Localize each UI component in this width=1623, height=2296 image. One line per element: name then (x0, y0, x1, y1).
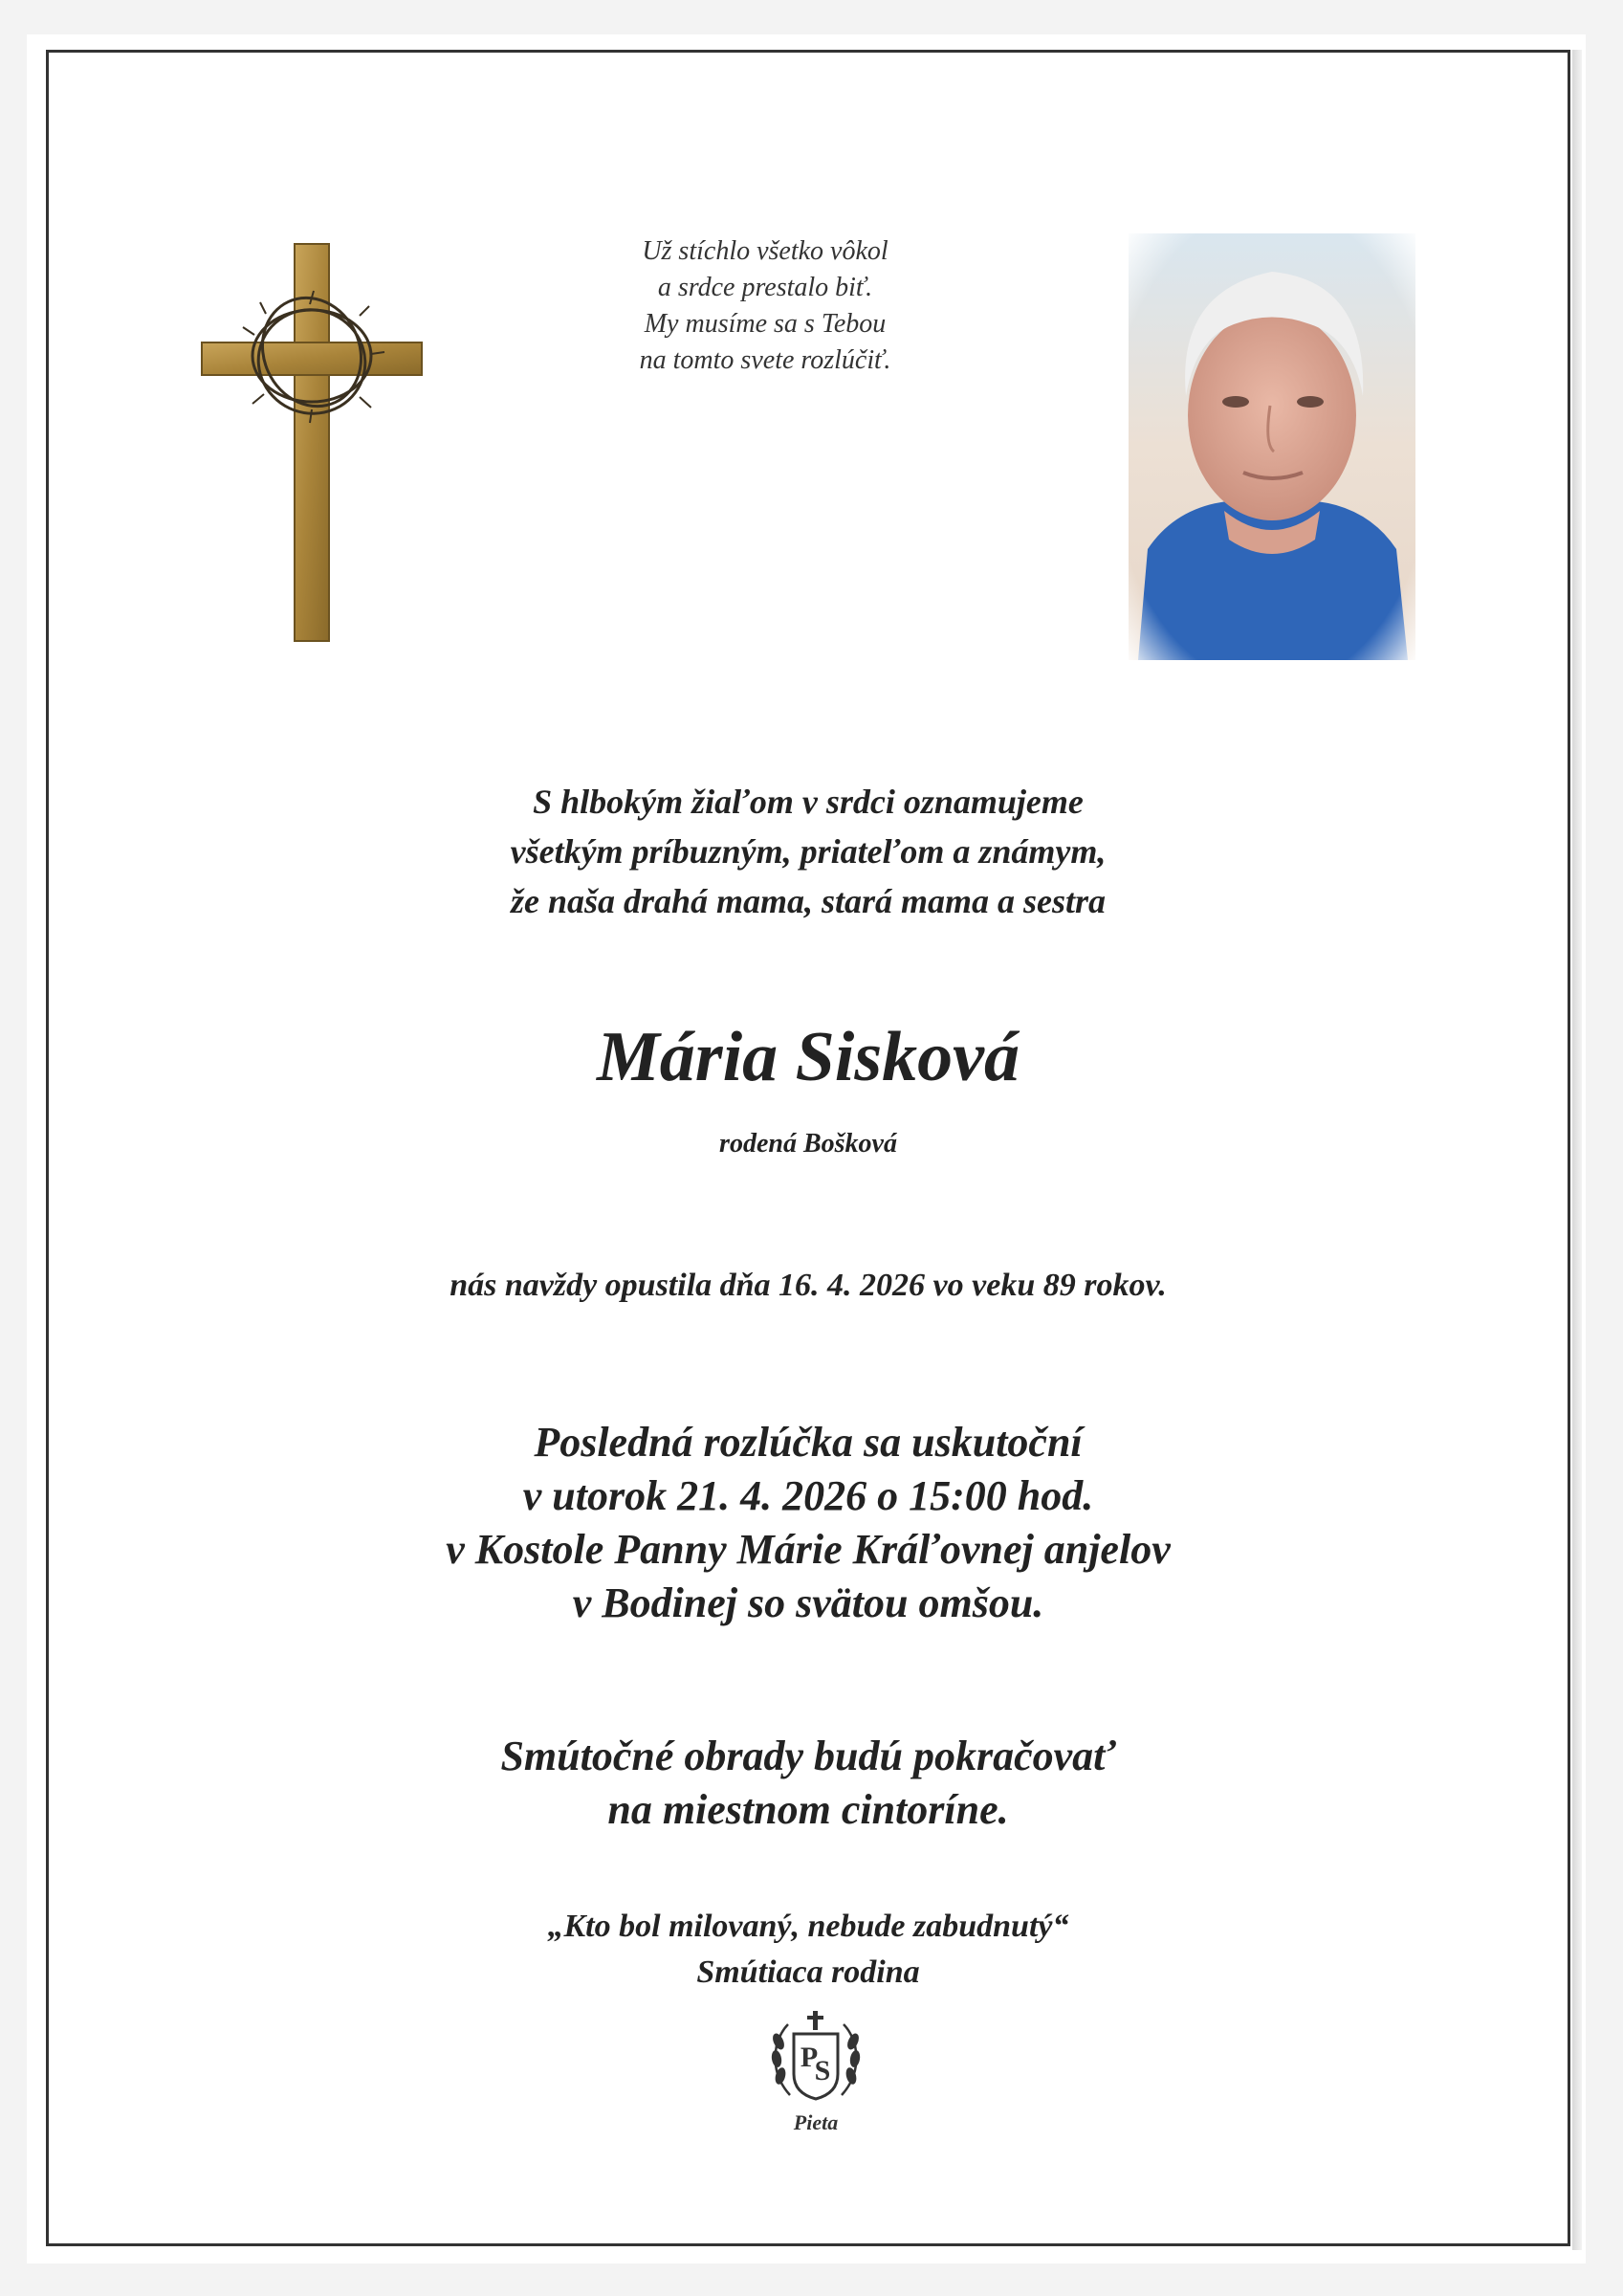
pieta-ps-emblem-icon (763, 2007, 868, 2112)
announcement-text (239, 777, 1377, 926)
cross-with-thorns-icon (197, 239, 427, 646)
page-edge-shadow (1572, 50, 1582, 2250)
poem-line: na tomto svete rozlúčiť. (639, 345, 891, 375)
poem (555, 233, 976, 379)
funeral-info (239, 1416, 1377, 1630)
funeral-line: Posledná rozlúčka sa uskutoční (534, 1419, 1083, 1466)
announcement-line: S hlbokým žiaľom v srdci oznamujeme (533, 783, 1084, 821)
family-signature: Smútiaca rodina (696, 1954, 920, 1990)
death-notice: nás navždy opustila dňa 16. 4. 2026 vo veku 89 rokov. (450, 1268, 1167, 1303)
motto-quote: „Kto bol milovaný, nebude zabudnutý“ (547, 1909, 1069, 1944)
deceased-name: Mária Sisková (596, 1018, 1020, 1096)
motto-block (239, 1904, 1377, 1996)
portrait-photo (1129, 233, 1415, 660)
pieta-logo-text: Pieta (793, 2110, 839, 2134)
poem-line: Už stíchlo všetko vôkol (642, 236, 888, 266)
announcement-line: všetkým príbuzným, priateľom a známym, (510, 832, 1107, 871)
poem-line: a srdce prestalo biť. (657, 273, 873, 302)
ceremony-line: na miestnom cintoríne. (607, 1786, 1009, 1833)
ceremony-info (239, 1730, 1377, 1837)
funeral-line: v Kostole Panny Márie Kráľovnej anjelov (446, 1526, 1171, 1573)
announcement-line: že naša drahá mama, stará mama a sestra (510, 882, 1107, 920)
funeral-line: v utorok 21. 4. 2026 o 15:00 hod. (522, 1472, 1094, 1519)
svg-text:P: P (800, 2042, 819, 2073)
poem-line: My musíme sa s Tebou (644, 309, 887, 339)
ceremony-line: Smútočné obrady budú pokračovať (500, 1733, 1116, 1779)
maiden-name: rodená Bošková (719, 1129, 897, 1159)
svg-text:S: S (814, 2055, 831, 2086)
funeral-line: v Bodinej so svätou omšou. (572, 1579, 1044, 1626)
